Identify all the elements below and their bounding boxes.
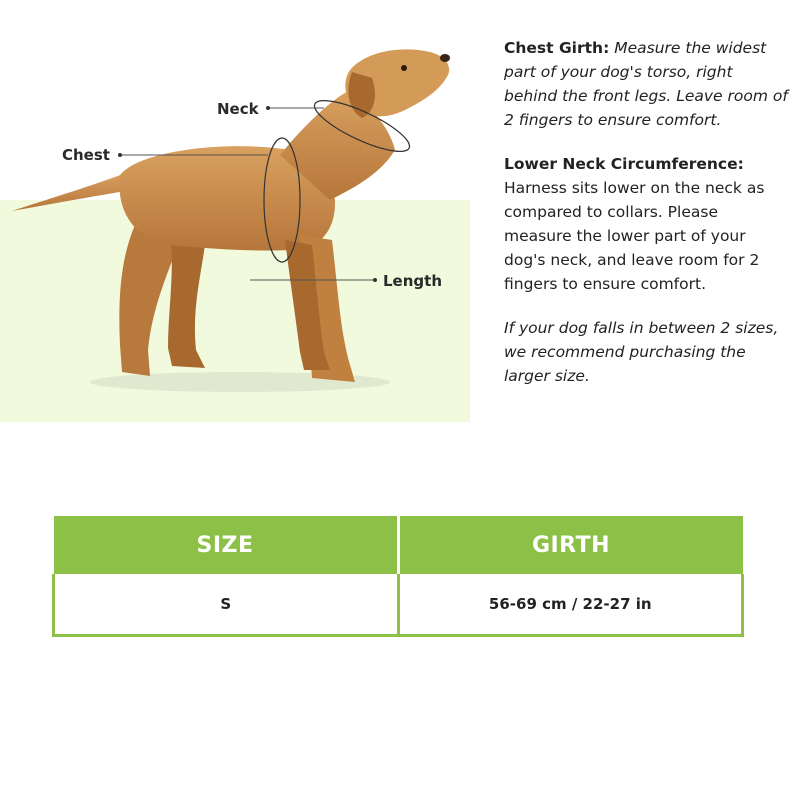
size-recommendation-note: If your dog falls in between 2 sizes, we recommend purchasing the larger size. [504,319,779,385]
girth-cell: 56-69 cm / 22-27 in [398,574,743,636]
measurement-guide [504,36,789,408]
lower-neck-text: Harness sits lower on the neck as compared to collars. Please measure the lower part of your dog's neck, and leave room for 2 fingers to ensure comfort. [504,179,765,293]
neck-label: Neck [217,100,259,118]
chest-girth-text: Measure the widest part of your dog's torso, right behind the front legs. Leave room of 2 fingers to ensure comfort. [504,39,788,129]
dog-tail [12,172,132,211]
length-label: Length [383,272,442,290]
table-row [54,574,743,636]
lower-neck-heading: Lower Neck Circumference: [504,155,744,173]
length-pointer-dot [373,278,377,282]
size-table-header-row [54,516,743,574]
lower-neck-paragraph [504,152,789,296]
dog-nose [440,54,450,62]
chest-girth-paragraph [504,36,789,132]
chest-pointer-dot [118,153,122,157]
chest-label: Chest [62,146,110,164]
neck-pointer-dot [266,106,270,110]
dog-illustration [0,0,480,430]
size-column-header: SIZE [54,516,399,574]
size-chart-table [52,516,744,637]
dog-eye [401,65,407,71]
size-cell: S [54,574,399,636]
girth-column-header: GIRTH [398,516,743,574]
chest-girth-heading: Chest Girth: [504,39,610,57]
dog-back-leg-far [168,235,205,368]
